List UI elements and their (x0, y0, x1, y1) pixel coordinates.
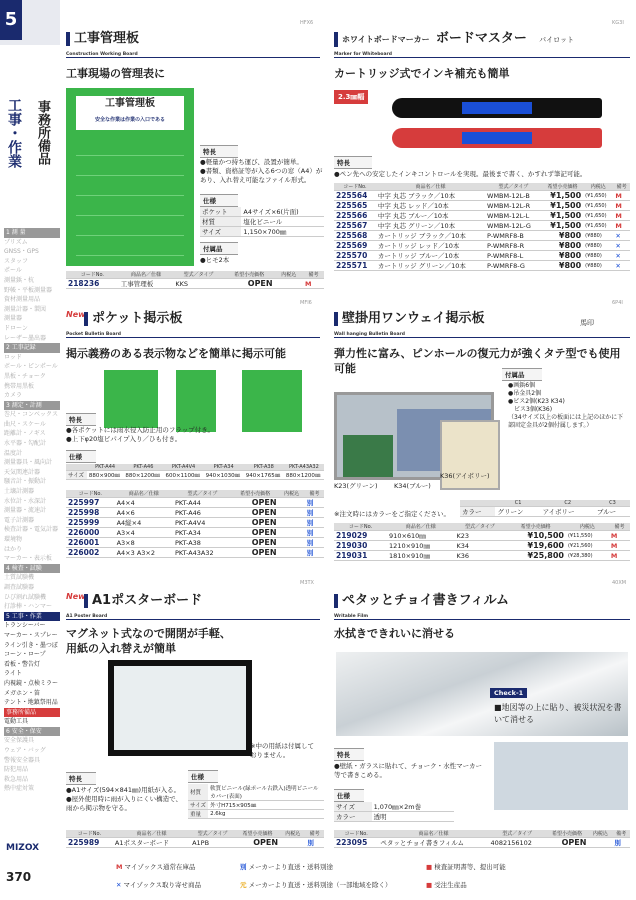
p1-feats (200, 158, 324, 185)
p4-caption-2: K34(ブルー) (394, 482, 431, 490)
sidebar-index-item[interactable]: 天気関連計器 (4, 468, 41, 476)
sidebar-index-item[interactable]: 電動工具 (4, 718, 29, 726)
legend-m: M マイゾックス通常在庫品 (116, 863, 196, 871)
table-row: 225566 中字 丸芯 ブルー／10本 WMBM-12L-L ¥1,500 (¥1,650) M (334, 211, 630, 221)
sidebar-index-item[interactable]: マーカー・スプレー (4, 631, 58, 639)
p3-feat-2: ●上下φ20塩ビパイプ入り／ひも付き。 (66, 435, 182, 443)
sidebar-index-item[interactable]: 事務所備品 (4, 708, 60, 718)
sidebar-index-item[interactable]: 看板・警告灯 (4, 660, 41, 668)
p1-feat-1: ●軽量かつ持ち運び、設置が簡単。 (200, 158, 303, 166)
sidebar-index-item[interactable]: ライト (4, 670, 22, 678)
p5-en: A1 Poster Board (66, 614, 320, 620)
p2-title-main: ボードマスター (435, 31, 527, 46)
p6-spec-table: サイズ 1,070㎜×2m巻 カラー 透明 (334, 802, 454, 822)
page-number: 370 (6, 870, 32, 884)
sidebar-index-item[interactable]: 1 測 量 (4, 228, 60, 238)
table-row: 225568 カートリッジ ブラック／10本 P-WMRF8-B ¥800 (¥880) ✕ (334, 231, 630, 241)
sidebar-index-item[interactable]: 温度計 (4, 449, 23, 457)
p1-feat-label: 特長 (200, 145, 238, 158)
p2-title-sub: ホワイトボードマーカー (342, 35, 430, 44)
legend-sq2: ■ 受注生産品 (426, 881, 467, 889)
sidebar-index-item[interactable]: ひび割れ試験機 (4, 593, 47, 601)
table-row: 219030 1210×910㎜ K34 ¥19,600 (¥21,560) M (334, 541, 630, 551)
table-row: 218236 工事管理板 KKS OPEN M (66, 279, 324, 289)
p4-caption-3: K36(アイボリー) (440, 472, 490, 480)
p2-marker-red-image (392, 128, 602, 148)
table-row: 226002 A4×3 A3×2 PKT-A43A32 OPEN 別 (66, 548, 324, 558)
p4-note: ※注文時にはカラーをご指定ください。 (334, 510, 450, 518)
sidebar-index-item[interactable]: 環境物 (4, 536, 23, 543)
table-row: 219029 910×610㎜ K23 ¥10,500 (¥11,550) M (334, 531, 630, 541)
sidebar-index-item[interactable]: 救急用品 (4, 775, 29, 783)
sidebar-index-item[interactable]: 土質試験機 (4, 574, 35, 582)
sidebar-index-item[interactable]: プリズム (4, 238, 28, 246)
p2-title (334, 32, 574, 47)
sidebar-index-item[interactable]: 測量計器・製図 (4, 305, 47, 313)
p6-check-badge: Check-1 (490, 688, 527, 698)
p5-title: A1ポスターボード (84, 594, 202, 608)
sidebar-index-item[interactable]: 2 工事記録 (4, 343, 60, 353)
sidebar-index-item[interactable]: ライン引き・墨つぼ (4, 641, 58, 649)
p4-acc-label: 付属品 (502, 368, 542, 381)
p5-board-image (108, 660, 252, 756)
sidebar-index-item[interactable]: 5 工事・作業 (4, 612, 60, 622)
sidebar-index-item[interactable]: カメラ (4, 392, 23, 400)
p3-board-image-2 (176, 370, 216, 432)
p6-spec-label: 仕様 (334, 789, 364, 802)
p5-new-badge: New (66, 592, 86, 601)
sidebar-index-item[interactable]: 土壌計測器 (4, 488, 35, 496)
table-row: 225567 中字 丸芯 グリーン／10本 WMBM-12L-G ¥1,500 (¥1,650) M (334, 221, 630, 231)
p1-board-image (66, 88, 194, 266)
sidebar-index-item[interactable]: 4 検査・試験 (4, 564, 60, 574)
p4-acc: ●画鋲6個 ●吊金具2個 ●ビス2個(K23 K34) ビス3個(K36) （34サイズ以上の板面には上記のほかに下部固定金具が2個付属します。） (508, 382, 624, 429)
table-row: 225570 カートリッジ ブルー／10本 P-WMRF8-L ¥800 (¥880) ✕ (334, 251, 630, 261)
p5-feats: ●A1サイズ(594×841㎜)用紙が入る。 ●屋外使用時に雨が入りにくい構造で、雨から掲示物を守る。 (66, 786, 183, 812)
sidebar-index-item[interactable]: マーカー・表示板 (4, 555, 52, 563)
p3-new-badge: New (66, 310, 86, 319)
sidebar-index-item[interactable]: 3 測定・計測 (4, 401, 60, 411)
subcategory-vertical: 事務所備品 (35, 100, 50, 165)
sidebar-index-item[interactable]: 熱中症対策 (4, 785, 35, 793)
p4-catch: 弾力性に富み、ピンホールの復元力が強くタテ型でも使用可能 (334, 347, 621, 375)
table-row: 225571 カートリッジ グリーン／10本 P-WMRF8-G ¥800 (¥880) ✕ (334, 261, 630, 271)
p1-en: Construction Working Board (66, 52, 320, 58)
p4-product-table: コードNo. 商品名／仕様 型式／タイプ 希望小売価格 内税込 備考 219029 910×610㎜ K23 ¥10,500 (¥11,550) M 219030 1210×910㎜ K34 ¥19,600 (¥21,560) M 219031 1810×910㎜ K36 ¥25,800 (¥28,380) M (334, 523, 630, 561)
sidebar-index-item[interactable]: レーザー墨出器 (4, 334, 47, 342)
category-vertical: 工事・作業 (6, 98, 22, 168)
p4-color-table: C1 C2 C3 カラー グリーン アイボリー ブルー (460, 500, 630, 517)
brand-logo: MIZOX (6, 843, 40, 853)
table-row: 225569 カートリッジ レッド／10本 P-WMRF8-R ¥800 (¥880) ✕ (334, 241, 630, 251)
sidebar-index-item[interactable]: 内視鏡・点検ミラー (4, 679, 59, 687)
sidebar-index-item[interactable]: 警報安全器具 (4, 756, 41, 764)
sidebar-index-item[interactable]: ウェア・バッグ (4, 747, 46, 755)
sidebar-index-item[interactable]: 安全保護具 (4, 737, 35, 745)
table-row: 225997 A4×4 PKT-A44 OPEN 別 (66, 498, 324, 508)
table-row: 225998 A4×6 PKT-A46 OPEN 別 (66, 508, 324, 518)
sidebar-index (4, 228, 60, 794)
p1-code: HFX6 (300, 20, 314, 26)
chapter-number: 5 (0, 0, 22, 40)
sidebar-index-item[interactable]: 携帯用黒板 (4, 382, 35, 390)
sidebar-index-item[interactable]: 測量器・流速計 (4, 507, 47, 515)
table-row: 225565 中字 丸芯 レッド／10本 WMBM-12L-R ¥1,500 (¥1,650) M (334, 201, 630, 211)
table-row: 225564 中字 丸芯 ブラック／10本 WMBM-12L-B ¥1,500 (¥1,650) M (334, 191, 630, 201)
p4-title: 壁掛用ワンウェイ掲示板 (334, 312, 484, 326)
sidebar-index-item[interactable]: ドローン (4, 324, 28, 332)
sidebar-index-item[interactable]: スタッフ (4, 257, 29, 265)
p2-feat: ●ペン先への安定したインキコントロールを実現。最後まで書く、かすれず筆記可能。 (334, 170, 587, 178)
p5-spec-label: 仕様 (188, 770, 218, 783)
p3-spec-table: PKT-A44 PKT-A46 PKT-A4V4 PKT-A34 PKT-A38 PKT-A43A32 サイズ 880×900㎜ 880×1200㎜ 600×1100㎜ 940×1030㎜ 940×1765㎜ 880×1200㎜ (66, 464, 324, 480)
sidebar-index-item[interactable]: 騒音計・振動計 (4, 478, 47, 486)
p5-catch2: 用紙の入れ替えが簡単 (66, 642, 176, 655)
p5-spec-table: 材質 軟質ビニール(緑ポール古鉄入)透明ビニールカバー(表面) サイズ 外寸H715×905㎜ 重量 2.6kg (188, 784, 324, 819)
sidebar-index-item[interactable]: 巻尺・コンベックス (4, 411, 58, 419)
table-row: 223095 ペタッとチョイ書きフィルム 4082156102 OPEN 別 (334, 838, 630, 848)
sidebar-index-item[interactable]: コーン・ロープ (4, 651, 46, 659)
sidebar-index-item[interactable]: メガホン・笛 (4, 689, 41, 697)
p6-catch: 水拭きできれいに消せる (334, 627, 455, 640)
p6-feat: ●壁紙・ガラスに貼れて、チョーク・水性マーカー等で書きこめる。 (334, 762, 483, 779)
legend-y: 元 メーカーより直送・送料別途（一部地域を除く） (240, 881, 392, 889)
p3-catch: 掲示義務のある表示物などを簡単に掲示可能 (66, 347, 286, 360)
sidebar-index-item[interactable]: 野帳・平板測量器 (4, 286, 53, 294)
p1-feat-2: ●書類、資格証等が入る6つの窓（A4）があり、入れ替え可能なファイル形式。 (200, 167, 323, 184)
p3-product-table: コードNo. 商品名／仕様 型式／タイプ 希望小売価格 内税込 備考 225997 A4×4 PKT-A44 OPEN 別 225998 A4×6 PKT-A46 OPEN 別 225999 A4縦×4 PKT-A4V4 OPEN 別 226000 A3×4 PKT-A34 OPEN 別 226001 A3×8 PKT-A38 OPEN 別 226002 A4×3 A3×2 PKT-A43A32 OPEN 別 (66, 490, 324, 558)
sidebar-index-item[interactable]: 距離計・ノギス (4, 430, 46, 438)
p3-code: MFI6 (300, 300, 312, 306)
p3-title: ポケット掲示板 (84, 312, 182, 326)
sidebar-index-item[interactable]: 電子計測器 (4, 516, 35, 524)
p1-spec-table: ポケット A4サイズ×6(片面) 材質 塩化ビニール サイズ 1,150×700㎜ (200, 207, 324, 237)
p6-en: Writable Film (334, 614, 630, 620)
p1-catch: 工事現場の管理表に (66, 67, 165, 80)
legend-b: 別 メーカーより直送・送料別途 (240, 863, 333, 871)
sidebar-index-item[interactable]: 測量器 (4, 315, 23, 323)
table-row: 226000 A3×4 PKT-A34 OPEN 別 (66, 528, 324, 538)
sidebar-index-item[interactable]: 検査計器・電気計器 (4, 526, 59, 534)
p5-feat-label: 特長 (66, 772, 96, 785)
sidebar-index-item[interactable]: 調査試験器 (4, 583, 35, 591)
table-row: 226001 A3×8 PKT-A38 OPEN 別 (66, 538, 324, 548)
sidebar-index-item[interactable]: 測量器具・風向計 (4, 459, 53, 467)
p5-catch1: マグネット式なので開閉が手軽、 (66, 627, 231, 640)
p6-title: ペタッとチョイ書きフィルム (334, 594, 509, 608)
p6-check-text: ■地図等の上に貼り、被災状況を書いて消せる (494, 703, 622, 724)
p6-feat-label: 特長 (334, 748, 364, 761)
p1-board-pockets (76, 138, 184, 256)
p2-maker: パイロット (539, 36, 574, 44)
legend-sq1: ■ 検査証明書等、提出可能 (426, 863, 506, 871)
legend-x: ✕ マイゾックス取り寄せ商品 (116, 881, 201, 889)
p2-catch: カートリッジ式でインキ補充も簡単 (334, 67, 510, 80)
p2-en: Marker for Whiteboard (334, 52, 630, 58)
p2-feat-label: 特長 (334, 156, 372, 169)
p4-en: Wall hanging Bulletin Board (334, 332, 630, 338)
sidebar-index-item[interactable]: 曲尺・スケール (4, 420, 46, 428)
p6-code: 40XM (612, 580, 627, 586)
p3-board-image-1 (104, 370, 158, 428)
p6-product-table: コードNo. 商品名／仕様 型式／タイプ 希望小売価格 内税込 備考 223095 ペタッとチョイ書きフィルム 4082156102 OPEN 別 (334, 830, 630, 848)
sidebar-index-item[interactable]: テント・地鎮祭用品 (4, 699, 58, 707)
p4-caption-1: K23(グリーン) (334, 482, 378, 490)
sidebar-index-item[interactable]: ポール (4, 267, 22, 275)
table-row: 219031 1810×910㎜ K36 ¥25,800 (¥28,380) M (334, 551, 630, 561)
p2-product-table: コードNo. 商品名／仕様 型式／タイプ 希望小売価格 内税込 備考 225564 中字 丸芯 ブラック／10本 WMBM-12L-B ¥1,500 (¥1,650) M 225565 中字 丸芯 レッド／10本 WMBM-12L-R ¥1,500 (¥1,650) M 225566 中字 丸芯 ブルー／10本 WMBM-12L-L ¥1,500 (¥1,650) M 225567 中字 丸芯 グリーン／10本 WMBM-12L-G ¥1,500 (¥1,650) M 225568 カートリッジ ブラック／10本 P-WMRF8-B ¥800 (¥880) ✕ 225569 カートリッジ レッド／10本 P-WMRF8-R ¥800 (¥880) ✕ 225570 カートリッジ ブルー／10本 P-WMRF8-L ¥800 (¥880) ✕ 225571 カートリッジ グリーン／10本 P-WMRF8-G ¥800 (¥880) ✕ (334, 183, 630, 271)
sidebar-index-item[interactable]: 水平器・勾配計 (4, 440, 47, 448)
sidebar-index-item[interactable]: はかり (4, 545, 23, 553)
sidebar-index-item[interactable]: 資材測量用品 (4, 296, 41, 304)
p4-code: 6P4I (612, 300, 623, 306)
p1-acc: ●ヒモ2本 (200, 256, 230, 264)
sidebar-index-item[interactable]: ボール・ピンポール (4, 363, 58, 371)
sidebar-index-item[interactable]: 黒板・チョーク (4, 372, 46, 380)
p3-feat-1: ●各ポケットには雨水侵入防止用のフラップ付き。 (66, 426, 214, 434)
p1-board-slogan: 安全な作業は作業の入口である (94, 117, 165, 123)
p1-title: 工事管理板 (66, 32, 139, 46)
sidebar-index-item[interactable]: 防犯用品 (4, 766, 29, 774)
p1-board-title: 工事管理板 (105, 98, 155, 109)
sidebar-index-item[interactable]: 打診棒・ハンマー (4, 603, 53, 611)
p1-product-table: コードNo. 商品名／仕様 型式／タイプ 希望小売価格 内税込 備考 218236 工事管理板 KKS OPEN M (66, 271, 324, 289)
p5-code: M3TX (300, 580, 314, 586)
p3-board-image-3 (242, 370, 302, 432)
sidebar-index-item[interactable]: ロッド (4, 353, 22, 361)
p5-img-note: ※中の用紙は付属しておりません。 (250, 742, 314, 759)
sidebar-index-item[interactable]: 6 安全・保安 (4, 727, 60, 737)
sidebar-index-item[interactable]: GNSS・GPS (4, 248, 39, 256)
p5-product-table: コードNo. 商品名／仕様 型式／タイプ 希望小売価格 内税込 備考 225989 A1ポスターボード A1PB OPEN 別 (66, 830, 324, 848)
p4-maker: 馬印 (580, 319, 594, 327)
sidebar-index-item[interactable]: 水位計・水深計 (4, 497, 47, 505)
p2-code: KG3I (612, 20, 624, 26)
p3-spec-label: 仕様 (66, 450, 96, 463)
p6-usage-photo (494, 742, 628, 810)
sidebar-index-item[interactable]: トランシーバー (4, 622, 46, 630)
table-row: 225989 A1ポスターボード A1PB OPEN 別 (66, 838, 324, 848)
sidebar-index-item[interactable]: 測量鋲・杭 (4, 276, 35, 284)
p1-spec-label: 仕様 (200, 194, 238, 207)
p3-feats (66, 426, 214, 444)
p3-en: Pocket Bulletin Board (66, 332, 320, 338)
table-row: 225999 A4縦×4 PKT-A4V4 OPEN 別 (66, 518, 324, 528)
p3-feat-label: 特長 (66, 413, 96, 426)
p2-marker-black-image (392, 98, 602, 118)
p1-acc-label: 付属品 (200, 242, 238, 255)
p2-size-badge: 2.3㎜幅 (334, 90, 368, 104)
